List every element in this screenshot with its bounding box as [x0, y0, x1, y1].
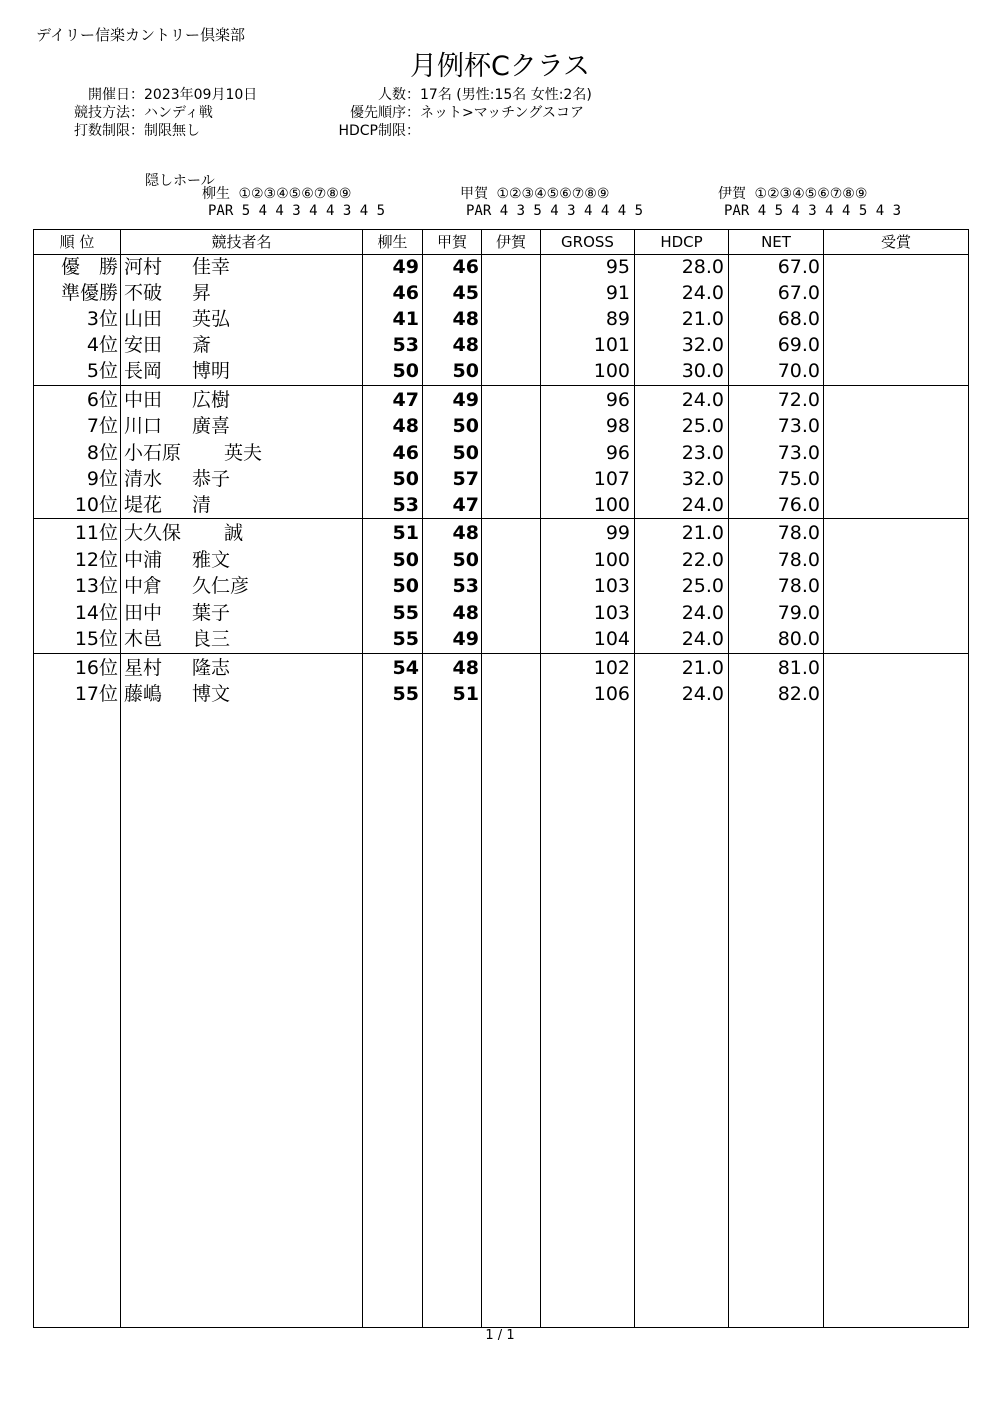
info-label: HDCP制限: [338, 123, 406, 139]
given-name: 恭子: [192, 468, 231, 490]
column-divider: [422, 229, 423, 1328]
hidden-holes-iga: [718, 186, 901, 220]
hidden-holes-koka: [460, 186, 643, 220]
page-number: 1 / 1: [485, 1328, 515, 1343]
group-divider: [33, 653, 969, 654]
net-cell: 82.0: [777, 683, 820, 705]
info-separator: ：: [130, 123, 144, 139]
gross-cell: 96: [605, 442, 630, 464]
gross-cell: 89: [605, 308, 630, 330]
family-name: 清水: [124, 468, 163, 490]
yagyu-score-cell: 46: [392, 282, 419, 304]
gross-cell: 99: [605, 522, 630, 544]
yagyu-score-cell: 50: [392, 468, 419, 490]
player-name-cell: [124, 547, 360, 573]
given-name: 博明: [192, 360, 231, 382]
rank-cell: 14位: [74, 602, 118, 624]
player-name-cell: [124, 600, 360, 626]
net-cell: 79.0: [777, 602, 820, 624]
net-cell: 78.0: [777, 522, 820, 544]
yagyu-score-cell: 50: [392, 360, 419, 382]
column-header-name: 競技者名: [211, 233, 272, 251]
rank-cell: 5位: [86, 360, 118, 382]
info-label: 優先順序: [350, 105, 406, 121]
rank-cell: 13位: [74, 575, 118, 597]
yagyu-score-cell: 50: [392, 549, 419, 571]
info-separator: ：: [130, 87, 144, 103]
course-name: 甲賀: [460, 186, 488, 202]
par-row: PAR 4 5 4 3 4 4 5 4 3: [724, 203, 902, 219]
column-header-gross: GROSS: [561, 233, 614, 251]
column-header-yagyu: 柳生: [377, 233, 408, 251]
info-separator: ：: [130, 105, 144, 121]
par-row: PAR 5 4 4 3 4 4 3 4 5: [208, 203, 386, 219]
koka-score-cell: 51: [452, 683, 479, 705]
net-cell: 67.0: [777, 256, 820, 278]
course-name: 伊賀: [718, 186, 746, 202]
player-name-cell: [124, 520, 360, 546]
info-label: 打数制限: [74, 123, 130, 139]
hdcp-cell: 24.0: [681, 683, 724, 705]
koka-score-cell: 49: [452, 389, 479, 411]
gross-cell: 98: [605, 415, 630, 437]
family-name: 星村: [124, 657, 163, 679]
family-name: 不破: [124, 282, 163, 304]
gross-cell: 96: [605, 389, 630, 411]
info-label: 人数: [378, 87, 406, 103]
gross-cell: 91: [605, 282, 630, 304]
net-cell: 70.0: [777, 360, 820, 382]
koka-score-cell: 50: [452, 360, 479, 382]
koka-score-cell: 48: [452, 657, 479, 679]
given-name: 隆志: [192, 657, 231, 679]
info-value: 17名 (男性:15名 女性:2名): [420, 87, 592, 103]
column-header-hdcp: HDCP: [660, 233, 703, 251]
info-row-priority: [300, 104, 592, 122]
given-name: 誠: [224, 522, 244, 544]
koka-score-cell: 49: [452, 628, 479, 650]
hdcp-cell: 22.0: [681, 549, 724, 571]
rank-cell: 10位: [74, 494, 118, 516]
given-name: 葉子: [192, 602, 231, 624]
column-divider: [362, 229, 363, 1328]
family-name: 中浦: [124, 549, 163, 571]
player-name-cell: [124, 387, 360, 413]
gross-cell: 100: [593, 360, 630, 382]
net-cell: 78.0: [777, 575, 820, 597]
hdcp-cell: 21.0: [681, 308, 724, 330]
player-name-cell: [124, 413, 360, 439]
info-value: 2023年09月10日: [144, 87, 258, 103]
hole-numbers: ①②③④⑤⑥⑦⑧⑨: [496, 186, 610, 202]
column-header-iga: 伊賀: [495, 233, 526, 251]
rank-cell: 9位: [86, 468, 118, 490]
info-value: ネット>マッチングスコア: [420, 105, 585, 121]
hidden-holes-yagyu: [202, 186, 385, 220]
player-name-cell: [124, 466, 360, 492]
family-name: 中田: [124, 389, 163, 411]
koka-score-cell: 47: [452, 494, 479, 516]
hdcp-cell: 30.0: [681, 360, 724, 382]
given-name: 斎: [192, 334, 212, 356]
column-header-koka: 甲賀: [436, 233, 467, 251]
player-name-cell: [124, 655, 360, 681]
given-name: 清: [192, 494, 212, 516]
given-name: 広樹: [192, 389, 231, 411]
yagyu-score-cell: 50: [392, 575, 419, 597]
koka-score-cell: 45: [452, 282, 479, 304]
gross-cell: 106: [593, 683, 630, 705]
hdcp-cell: 24.0: [681, 494, 724, 516]
column-divider: [540, 229, 541, 1328]
player-name-cell: [124, 626, 360, 652]
rank-cell: 15位: [74, 628, 118, 650]
given-name: 久仁彦: [192, 575, 250, 597]
hdcp-cell: 23.0: [681, 442, 724, 464]
yagyu-score-cell: 53: [392, 334, 419, 356]
info-row-participants: [300, 86, 592, 104]
player-name-cell: [124, 681, 360, 707]
koka-score-cell: 53: [452, 575, 479, 597]
hdcp-cell: 24.0: [681, 282, 724, 304]
player-name-cell: [124, 280, 360, 306]
gross-cell: 103: [593, 602, 630, 624]
given-name: 英夫: [224, 442, 263, 464]
net-cell: 78.0: [777, 549, 820, 571]
player-name-cell: [124, 358, 360, 384]
gross-cell: 100: [593, 549, 630, 571]
family-name: 河村: [124, 256, 163, 278]
given-name: 廣喜: [192, 415, 231, 437]
hdcp-cell: 28.0: [681, 256, 724, 278]
family-name: 長岡: [124, 360, 163, 382]
info-separator: ：: [406, 105, 420, 121]
column-header-award: 受賞: [880, 233, 911, 251]
gross-cell: 101: [593, 334, 630, 356]
gross-cell: 95: [605, 256, 630, 278]
koka-score-cell: 50: [452, 442, 479, 464]
rank-cell: 7位: [86, 415, 118, 437]
given-name: 博文: [192, 683, 231, 705]
net-cell: 81.0: [777, 657, 820, 679]
rank-cell: 4位: [86, 334, 118, 356]
given-name: 英弘: [192, 308, 231, 330]
family-name: 安田: [124, 334, 163, 356]
column-divider: [728, 229, 729, 1328]
rank-cell: 16位: [74, 657, 118, 679]
player-name-cell: [124, 440, 360, 466]
column-divider: [823, 229, 824, 1328]
given-name: 佳幸: [192, 256, 231, 278]
koka-score-cell: 48: [452, 602, 479, 624]
club-name: デイリー信楽カントリー倶楽部: [36, 26, 245, 44]
family-name: 小石原: [124, 442, 182, 464]
rank-cell: 準優勝: [60, 282, 118, 304]
rank-cell: 12位: [74, 549, 118, 571]
info-row-stroke-limit: [40, 122, 257, 140]
given-name: 良三: [192, 628, 231, 650]
column-divider: [120, 229, 121, 1328]
yagyu-score-cell: 48: [392, 415, 419, 437]
rank-cell: 8位: [86, 442, 118, 464]
group-divider: [33, 518, 969, 519]
yagyu-score-cell: 55: [392, 602, 419, 624]
net-cell: 67.0: [777, 282, 820, 304]
family-name: 堤花: [124, 494, 163, 516]
info-row-method: [40, 104, 257, 122]
player-name-cell: [124, 306, 360, 332]
yagyu-score-cell: 46: [392, 442, 419, 464]
hdcp-cell: 25.0: [681, 575, 724, 597]
family-name: 川口: [124, 415, 163, 437]
rank-cell: 優 勝: [60, 256, 118, 278]
koka-score-cell: 48: [452, 334, 479, 356]
player-name-cell: [124, 492, 360, 518]
gross-cell: 102: [593, 657, 630, 679]
player-name-cell: [124, 332, 360, 358]
column-divider: [481, 229, 482, 1328]
column-divider: [634, 229, 635, 1328]
given-name: 昇: [192, 282, 212, 304]
column-header-net: NET: [761, 233, 791, 251]
hdcp-cell: 25.0: [681, 415, 724, 437]
koka-score-cell: 48: [452, 308, 479, 330]
info-label: 開催日: [88, 87, 130, 103]
yagyu-score-cell: 49: [392, 256, 419, 278]
hole-numbers: ①②③④⑤⑥⑦⑧⑨: [238, 186, 352, 202]
yagyu-score-cell: 47: [392, 389, 419, 411]
info-row-date: [40, 86, 257, 104]
koka-score-cell: 50: [452, 549, 479, 571]
net-cell: 73.0: [777, 415, 820, 437]
player-name-cell: [124, 254, 360, 280]
family-name: 藤嶋: [124, 683, 163, 705]
net-cell: 72.0: [777, 389, 820, 411]
yagyu-score-cell: 54: [392, 657, 419, 679]
hdcp-cell: 21.0: [681, 522, 724, 544]
info-separator: ：: [406, 87, 420, 103]
gross-cell: 107: [593, 468, 630, 490]
gross-cell: 100: [593, 494, 630, 516]
par-row: PAR 4 3 5 4 3 4 4 4 5: [466, 203, 644, 219]
rank-cell: 3位: [86, 308, 118, 330]
rank-cell: 11位: [74, 522, 118, 544]
player-name-cell: [124, 573, 360, 599]
given-name: 雅文: [192, 549, 231, 571]
hdcp-cell: 24.0: [681, 389, 724, 411]
family-name: 木邑: [124, 628, 163, 650]
net-cell: 75.0: [777, 468, 820, 490]
family-name: 田中: [124, 602, 163, 624]
net-cell: 80.0: [777, 628, 820, 650]
yagyu-score-cell: 53: [392, 494, 419, 516]
gross-cell: 104: [593, 628, 630, 650]
yagyu-score-cell: 55: [392, 628, 419, 650]
info-label: 競技方法: [74, 105, 130, 121]
yagyu-score-cell: 51: [392, 522, 419, 544]
hdcp-cell: 32.0: [681, 334, 724, 356]
net-cell: 68.0: [777, 308, 820, 330]
course-name: 柳生: [202, 186, 230, 202]
rank-cell: 17位: [74, 683, 118, 705]
hdcp-cell: 24.0: [681, 602, 724, 624]
info-row-hdcp-limit: [300, 122, 592, 140]
koka-score-cell: 57: [452, 468, 479, 490]
hdcp-cell: 21.0: [681, 657, 724, 679]
koka-score-cell: 46: [452, 256, 479, 278]
info-value: 制限無し: [144, 123, 200, 139]
net-cell: 76.0: [777, 494, 820, 516]
hole-numbers: ①②③④⑤⑥⑦⑧⑨: [754, 186, 868, 202]
page-title: 月例杯Cクラス: [409, 51, 591, 82]
gross-cell: 103: [593, 575, 630, 597]
family-name: 大久保: [124, 522, 182, 544]
koka-score-cell: 50: [452, 415, 479, 437]
net-cell: 73.0: [777, 442, 820, 464]
yagyu-score-cell: 55: [392, 683, 419, 705]
hdcp-cell: 24.0: [681, 628, 724, 650]
info-separator: ：: [406, 123, 420, 139]
info-value: ハンディ戦: [144, 105, 213, 121]
hdcp-cell: 32.0: [681, 468, 724, 490]
family-name: 山田: [124, 308, 163, 330]
family-name: 中倉: [124, 575, 163, 597]
rank-cell: 6位: [86, 389, 118, 411]
yagyu-score-cell: 41: [392, 308, 419, 330]
koka-score-cell: 48: [452, 522, 479, 544]
event-info-left: [40, 86, 257, 140]
net-cell: 69.0: [777, 334, 820, 356]
event-info-right: [300, 86, 592, 140]
hidden-holes-label: 隠しホール: [145, 173, 215, 189]
group-divider: [33, 385, 969, 386]
column-header-rank: 順 位: [59, 233, 95, 251]
